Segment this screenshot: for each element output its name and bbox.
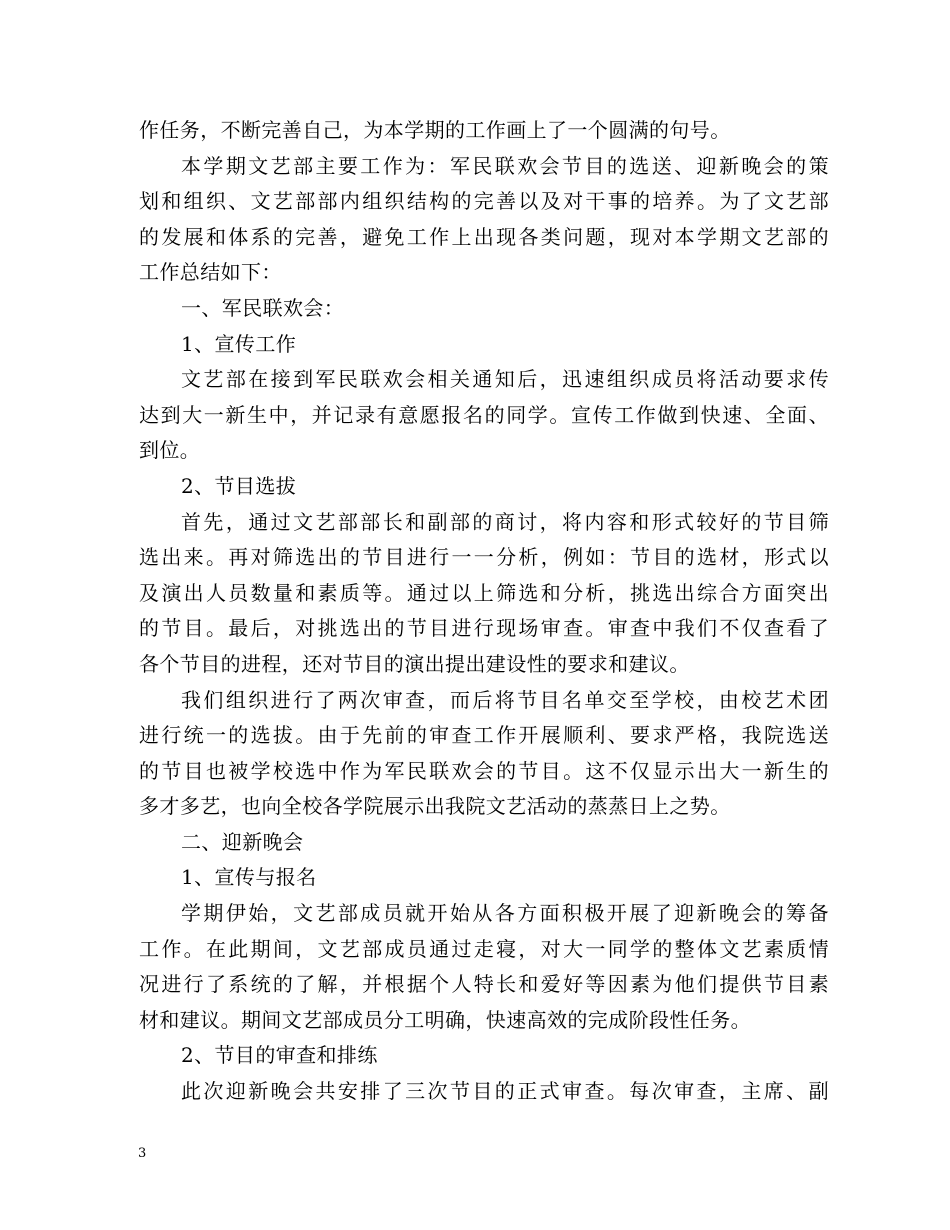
- text-line: 的发展和体系的完善，避免工作上出现各类问题，现对本学期文艺部的: [139, 224, 829, 249]
- text-line: 多才多艺，也向全校各学院展示出我院文艺活动的蒸蒸日上之势。: [139, 794, 731, 819]
- text-line: 工作。在此期间，文艺部成员通过走寝，对大一同学的整体文艺素质情: [139, 936, 829, 961]
- text-line: 进行统一的选拔。由于先前的审查工作开展顺利、要求严格，我院选送: [139, 723, 829, 748]
- text-line: 的节目也被学校选中作为军民联欢会的节目。这不仅显示出大一新生的: [139, 758, 829, 783]
- text-line: 文艺部在接到军民联欢会相关通知后，迅速组织成员将活动要求传: [181, 367, 829, 392]
- text-line: 2、节目的审查和排练: [181, 1043, 378, 1068]
- text-line: 二、迎新晚会: [181, 829, 304, 854]
- body-text: [139, 113, 829, 1110]
- text-line: 1、宣传工作: [181, 331, 297, 356]
- text-line: 材和建议。期间文艺部成员分工明确，快速高效的完成阶段性任务。: [139, 1007, 751, 1032]
- text-line: 况进行了系统的了解，并根据个人特长和爱好等因素为他们提供节目素: [139, 972, 829, 997]
- text-line: 学期伊始，文艺部成员就开始从各方面积极开展了迎新晚会的筹备: [181, 901, 829, 926]
- text-line: 选出来。再对筛选出的节目进行一一分析，例如：节目的选材，形式以: [139, 545, 829, 570]
- text-line: 及演出人员数量和素质等。通过以上筛选和分析，挑选出综合方面突出: [139, 580, 829, 605]
- text-line: 2、节目选拔: [181, 473, 297, 498]
- text-line: 首先，通过文艺部部长和副部的商讨，将内容和形式较好的节目筛: [181, 509, 829, 534]
- text-line: 我们组织进行了两次审查，而后将节目名单交至学校，由校艺术团: [181, 687, 829, 712]
- text-line: 作任务，不断完善自己，为本学期的工作画上了一个圆满的句号。: [139, 118, 731, 142]
- text-line: 工作总结如下：: [139, 260, 282, 285]
- text-line: 1、宣传与报名: [181, 865, 317, 890]
- text-line: 达到大一新生中，并记录有意愿报名的同学。宣传工作做到快速、全面、: [139, 402, 829, 427]
- text-line: 本学期文艺部主要工作为：军民联欢会节目的选送、迎新晚会的策: [181, 153, 829, 178]
- text-line: 的节目。最后，对挑选出的节目进行现场审查。审查中我们不仅查看了: [139, 616, 829, 641]
- text-line: 此次迎新晚会共安排了三次节目的正式审查。每次审查，主席、副: [181, 1079, 829, 1104]
- text-line: 到位。: [139, 438, 201, 463]
- page-number: 3: [138, 1146, 147, 1161]
- text-line: 各个节目的进程，还对节目的演出提出建设性的要求和建议。: [139, 651, 690, 676]
- text-line: 划和组织、文艺部部内组织结构的完善以及对干事的培养。为了文艺部: [139, 189, 829, 214]
- text-line: 一、军民联欢会：: [181, 295, 345, 320]
